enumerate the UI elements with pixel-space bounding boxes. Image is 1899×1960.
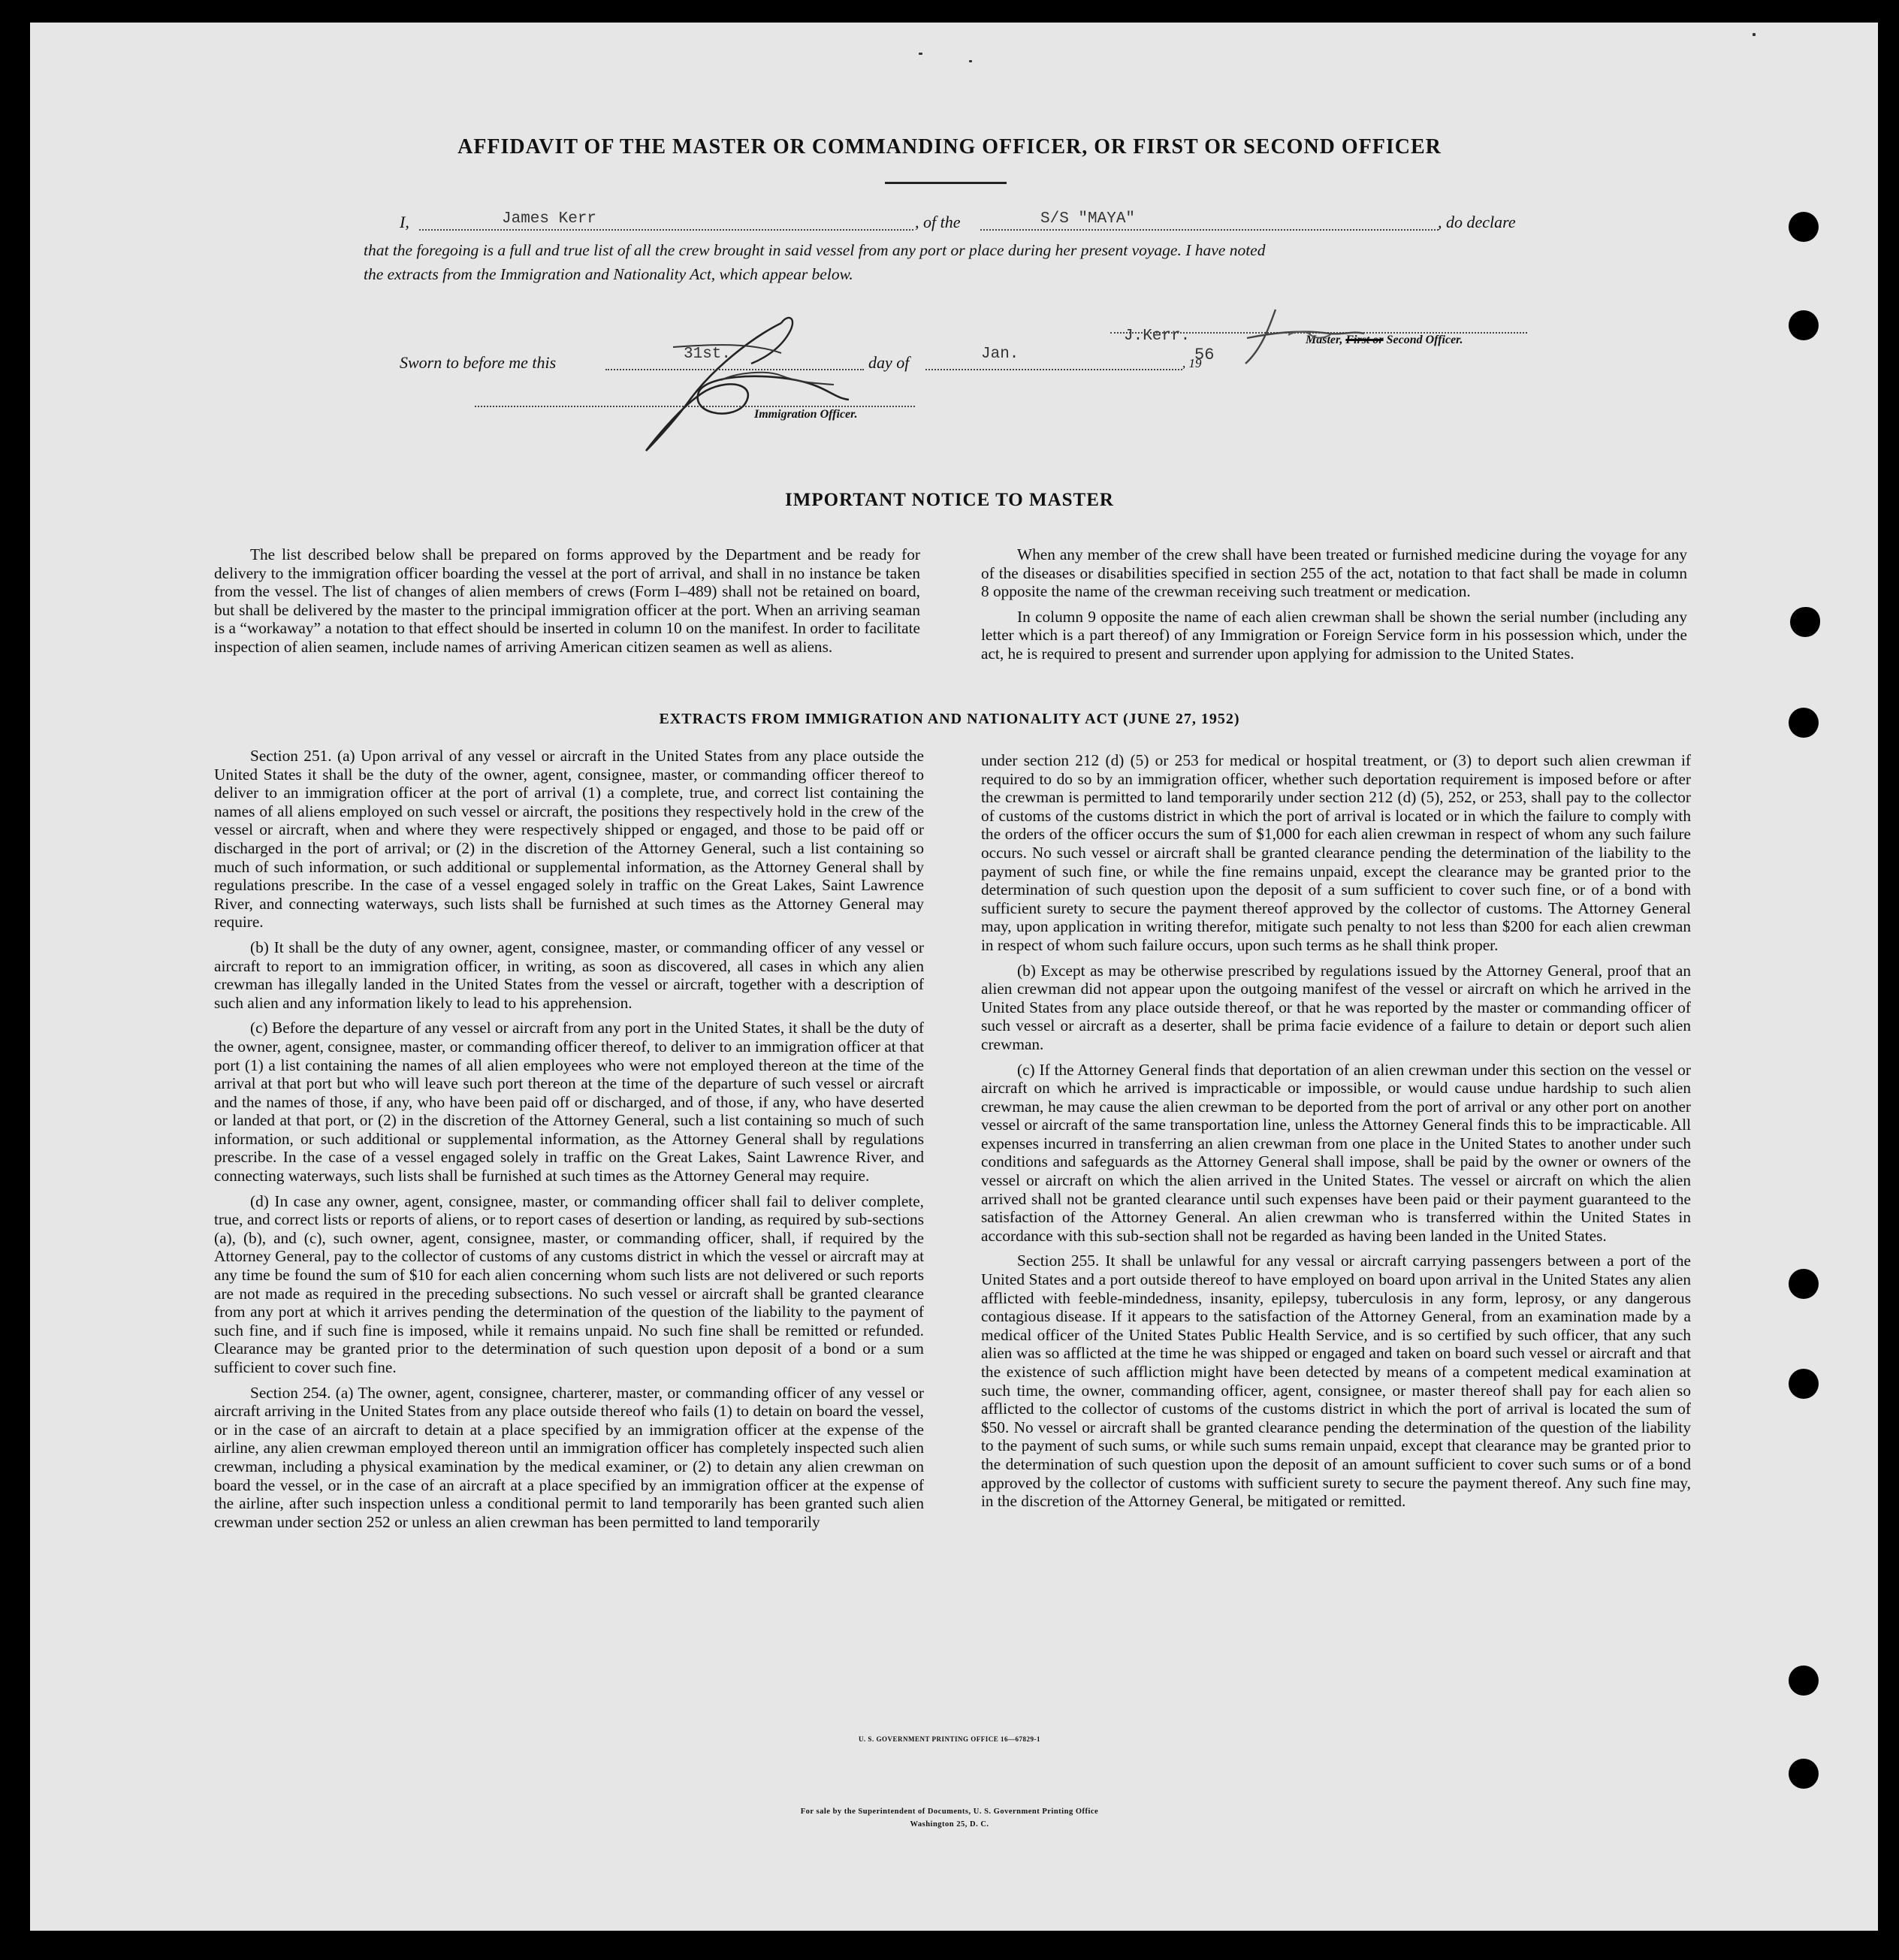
notice-paragraph: The list described below shall be prepared on forms approved by the Department and be ready for delivery to the immigration officer boarding the vessel at the port of arrival, and shall in no instance be taken from the vessel. The list of changes of alien members of crews (Form I–489) shall not be retained on board, but shall be delivered by the master to the principal immigration officer at the port. When an arriving seaman is a “workaway” a notation to that effect should be inserted in column 10 on the manifest. In order to facilitate inspection of alien seamen, include names of arriving American citizen seamen as well as aliens. [214, 545, 920, 656]
sale-line-1: For sale by the Superintendent of Documents, U. S. Government Printing Office [800, 1807, 1099, 1816]
master-name: James Kerr [502, 210, 597, 228]
officer-label: Immigration Officer. [754, 408, 858, 421]
month-value: Jan. [981, 346, 1019, 363]
master-signature [1217, 304, 1367, 371]
struck-label: First or [1345, 334, 1384, 346]
extracts-title: EXTRACTS FROM IMMIGRATION AND NATIONALITY ACT (JUNE 27, 1952) [659, 711, 1240, 727]
day-of-label: day of [868, 353, 910, 372]
name-line [419, 229, 913, 231]
notice-title: IMPORTANT NOTICE TO MASTER [785, 490, 1114, 510]
vessel-line [980, 229, 1439, 231]
day-value: 31st. [684, 346, 732, 363]
sworn-label: Sworn to before me this [400, 353, 557, 372]
notice-right-column [981, 545, 1687, 670]
extract-paragraph: (b) It shall be the duty of any owner, agent, consignee, master, or commanding officer of any vessel or aircraft to report to an immigration officer, in writing, as soon as discovered, all cases in which any alien crewman has illegally landed in the United States from the vessel or aircraft, together with a description of such alien and any information likely to lead to his apprehension. [214, 938, 924, 1012]
extract-paragraph: (b) Except as may be otherwise prescribed by regulations issued by the Attorney General, proof that an alien crewman did not appear upon the outgoing manifest of the vessel or aircraft on which he arrived in the United States from any place outside thereof, or that he was reported by the master or commanding officer of such vessel or aircraft as a deserter, shall be prima facie evidence of a failure to detain or deport such alien crewman. [981, 961, 1691, 1053]
master-label: Master, [1306, 334, 1346, 346]
of-the-label: , of the [915, 213, 961, 231]
declaration-text-1: that the foregoing is a full and true list of all the crew brought in said vessel from any port or place during her present voyage. I have noted [364, 241, 1266, 259]
punch-hole [1789, 1269, 1819, 1299]
punch-hole [1789, 212, 1819, 242]
extracts-right-column [981, 751, 1691, 1518]
title-rule [885, 182, 1007, 184]
second-officer-label: Second Officer. [1383, 334, 1463, 346]
printer-line: U. S. GOVERNMENT PRINTING OFFICE 16—67829-1 [858, 1735, 1041, 1743]
extract-paragraph: (c) If the Attorney General finds that deportation of an alien crewman under this section on the vessel or aircraft on which he arrived is impracticable or impossible, or would cause undue hardship to such alien crewman, he may cause the alien crewman to be deported from the port of arrival or any other port on another vessel or aircraft of the same transportation line, unless the Attorney General finds this to be impracticable. All expenses incurred in transferring an alien crewman from one place in the United States to another under such conditions and safeguards as the Attorney General shall impose, shall be paid by the owner or owners of the vessel or aircraft on which the alien arrived in the United States. The vessel or aircraft on which the alien arrived shall not be granted clearance until such expenses have been paid or their payment guaranteed to the satisfaction of the Attorney General. An alien crewman who is transferred within the United States in accordance with this sub-section shall not be regarded as having been landed in the United States. [981, 1060, 1691, 1245]
sale-line-2: Washington 25, D. C. [910, 1820, 989, 1829]
notice-paragraph: In column 9 opposite the name of each alien crewman shall be shown the serial number (including any letter which is a part thereof) of any Immigration or Foreign Service form in his possession which, under the act, he is required to present and surrender upon applying for admission to the United States. [981, 607, 1687, 663]
do-declare-label: , do declare [1438, 213, 1516, 231]
year-prefix: , 19 [1182, 356, 1202, 370]
extract-paragraph: (c) Before the departure of any vessel or aircraft from any port in the United States, it shall be the duty of the owner, agent, consignee, master, or commanding officer thereof, to deliver to an immigration officer at that port (1) a list containing the names of all alien employees who were not employed thereon at the time of the arrival at that port but who will leave such port thereon at the time of the departure of such vessel or aircraft and the names of those, if any, who have been paid off or discharged, and of those, if any, who have deserted or landed at that port, or (2) in the discretion of the Attorney General, such a list containing so much of such information, or such additional or supplemental information, as the Attorney General shall by regulations prescribe. In the case of a vessel engaged solely in traffic on the Great Lakes, Saint Lawrence River, and connecting waterways, such lists shall be furnished at such times as the Attorney General may require. [214, 1019, 924, 1185]
punch-hole [1790, 607, 1820, 637]
affidavit-title: AFFIDAVIT OF THE MASTER OR COMMANDING OFFICER, OR FIRST OR SECOND OFFICER [457, 135, 1442, 159]
year-value: 56 [1194, 346, 1215, 364]
punch-hole [1789, 1666, 1819, 1696]
punch-hole [1789, 1369, 1819, 1399]
extract-paragraph: under section 212 (d) (5) or 253 for medical or hospital treatment, or (3) to deport such alien crewman if required to do so by an immigration officer, whether such deportation requirement is imposed before or after the crewman is permitted to land temporarily under section 212 (d) (5), 252, or 253, shall pay to the collector of customs of the customs district in which the port of arrival is located or in which the failure to comply with the orders of the officer occurs the sum of $1,000 for each alien crewman in respect of whom any such failure occurs. No such vessel or aircraft shall be granted clearance pending the determination of the liability to the payment of such fine, or while the fine remains unpaid, except the clearance may be granted prior to the determination of such question upon the deposit of a sum sufficient to cover such fine, or of a bond with sufficient surety to secure the payment thereof approved by the collector of customs. The Attorney General may, upon application in writing therefor, mitigate such penalty to not less than $200 for each alien crewman in respect of whom such failure occurs, upon such terms as he shall think proper. [981, 751, 1691, 954]
i-label: I, [400, 213, 409, 231]
extracts-left-column [214, 747, 924, 1538]
declaration-text-2: the extracts from the Immigration and Nationality Act, which appear below. [364, 265, 853, 283]
vessel-name: S/S "MAYA" [1040, 210, 1136, 228]
punch-hole [1789, 1759, 1819, 1789]
extract-paragraph: Section 251. (a) Upon arrival of any vessel or aircraft in the United States from any place outside the United States it shall be the duty of the owner, agent, consignee, master, or commanding officer thereof to deliver to an immigration officer at the port of arrival (1) a complete, true, and correct list containing the names of all aliens employed on such vessel or aircraft, the positions they respectively hold in the crew of the vessel or aircraft, when and where they were respectively shipped or engaged, and those to be paid off or discharged in the port of arrival; or (2) in the discretion of the Attorney General, such a list containing so much of such information, or such additional or supplemental information, as the Attorney General shall by regulations prescribe. In the case of a vessel engaged solely in traffic on the Great Lakes, Saint Lawrence River, and connecting waterways, such lists shall be furnished at such times as the Attorney General may require. [214, 747, 924, 932]
notice-paragraph: When any member of the crew shall have been treated or furnished medicine during the voyage for any of the diseases or disabilities specified in section 255 of the act, notation to that fact shall be made in column 8 opposite the name of the crewman receiving such treatment or medication. [981, 545, 1687, 601]
extract-paragraph: Section 254. (a) The owner, agent, consignee, charterer, master, or commanding officer of any vessel or aircraft arriving in the United States from any place outside thereof who fails (1) to detain on board the vessel, or in the case of an aircraft to detain at a place specified by an immigration officer at the expense of the airline, any alien crewman employed thereon until an immigration officer has completely inspected such alien crewman, including a physical examination by the medical examiner, or (2) to detain any alien crewman on board the vessel, or in the case of an aircraft at a place specified by an immigration officer at the expense of the airline, after such inspection unless a conditional permit to land temporarily has been granted such alien crewman under section 252 or unless an alien crewman has been permitted to land temporarily [214, 1383, 924, 1531]
master-typed-name: J.Kerr. [1124, 328, 1191, 345]
notice-left-column [214, 545, 920, 663]
extract-paragraph: (d) In case any owner, agent, consignee, master, or commanding officer shall fail to deliver complete, true, and correct lists or reports of aliens, or to report cases of desertion or landing, as required by sub-sections (a), (b), and (c), such owner, agent, consignee, master, or commanding officer, shall, if required by the Attorney General, pay to the collector of customs of any customs district in which the vessel or aircraft may at any time be found the sum of $10 for each alien concerning whom such lists are not delivered or such reports are not made as required in the preceding subsections. No such vessel or aircraft shall be granted clearance from any port at which it arrives pending the determination of the question of the liability to the payment of such fine, and if such fine is imposed, while it remains unpaid. No such fine shall be remitted or refunded. Clearance may be granted prior to the determination of such question upon deposit of a bond or a sum sufficient to cover such fine. [214, 1191, 924, 1376]
punch-hole [1789, 310, 1819, 340]
extract-paragraph: Section 255. It shall be unlawful for any vessal or aircraft carrying passengers between a port of the United States and a port outside thereof to have employed on board upon arrival in the United States any alien afflicted with feeble-mindedness, insanity, epilepsy, tuberculosis in any form, leprosy, or any dangerous contagious disease. If it appears to the satisfaction of the Attorney General, from an examination made by a medical officer of the United States Public Health Service, and is so certified by such officer, that any such alien was so afflicted at the time he was shipped or engaged and taken on board such vessel or aircraft and that the existence of such affliction might have been detected by means of a competent medical examination at such time, the owner, commanding officer, agent, consignee, or master thereof shall pay for each alien so afflicted to the collector of customs of the customs district in which the port of arrival is located the sum of $50. No vessel or aircraft shall be granted clearance pending the determination of the question of the liability to the payment of such sums, or while such sums remain unpaid, except that clearance may be granted prior to the determination of such question upon the deposit of an amount sufficient to cover such sums or of a bond approved by the collector of customs with sufficient surety to secure the payment thereof. Any such fine may, in the discretion of the Attorney General, be mitigated or remitted. [981, 1252, 1691, 1511]
month-line [925, 369, 1182, 370]
officer-signature [601, 308, 946, 458]
